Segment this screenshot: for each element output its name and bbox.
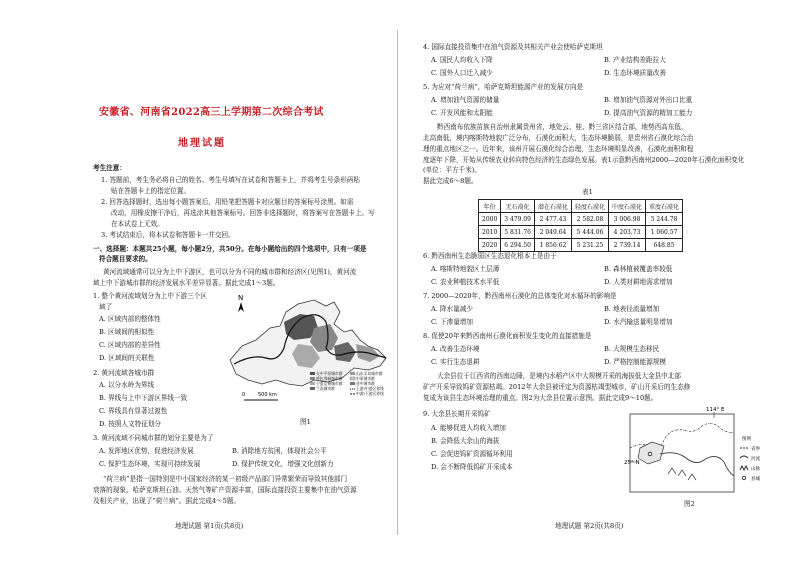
passage-2-line-3: 及相关产业，出现了“荷兰病”。据此完成4～5题。 — [93, 497, 241, 505]
table-header: 轻度石漠化 — [572, 200, 609, 213]
q2-option-c[interactable]: C. 界线具有显著过渡性 — [99, 407, 168, 415]
legend-river: 河流 — [751, 457, 760, 462]
notice-line-2: 贴在答题卡上的指定位置。 — [111, 187, 191, 195]
longitude-label: 114° E — [706, 407, 725, 413]
q4-option-a[interactable]: A. 国民人均收入下降 — [431, 56, 493, 64]
legend-item-8: 上游/中游区界线 — [356, 386, 384, 391]
notice-line-5: 在本试卷上无效。 — [111, 220, 164, 228]
legend-item-9: 中游/下游区界线 — [356, 391, 384, 396]
question-1: 1. 整个黄河流域划分为上中下游三个区 — [93, 292, 207, 300]
passage-2-line-2: 衰落的现象。哈萨克斯坦石油、天然气等矿产资源丰富，国际直接投资主要集中在油气资源 — [93, 486, 357, 494]
notice-line-6: 3. 考试结束后，将本试卷和答题卡一并交回。 — [101, 231, 235, 239]
scale-label: 500 km — [258, 392, 277, 398]
exam-subtitle: 地理试题 — [178, 138, 226, 149]
table-cell: 5 231.25 — [572, 239, 609, 252]
legend-item-5: 山东半岛城市群 — [356, 371, 383, 376]
q8-option-b[interactable]: B. 大规模生态移民 — [604, 345, 660, 353]
q7-option-d[interactable]: D. 水汽输送量明显增加 — [604, 318, 673, 326]
page-2-footer: 地理试题 第2页(共8页) — [555, 522, 624, 530]
question-1-cont: 域了 — [99, 303, 113, 311]
passage-3-line-1: 黔西南布依族苗族自治州隶属贵州省，地处云、桂、黔三省区结合部，地势西高东低， — [437, 123, 688, 131]
table-cell: 3 006.98 — [609, 213, 646, 226]
passage-3-line-2: 北高南低，境内喀斯特地貌广泛分布，石漠化面积大，生态环境脆弱，是贵州省石漠化综合治 — [423, 134, 694, 142]
question-4: 4. 国际直接投资集中在油气资源及其相关产业会使哈萨克斯坦 — [423, 43, 603, 51]
q1-option-a[interactable]: A. 区域内部的整体性 — [99, 315, 161, 323]
q8-option-a[interactable]: A. 改善生态环境 — [431, 345, 480, 353]
table-row — [479, 239, 683, 252]
q9-option-d[interactable]: D. 会不断降低钨矿开采成本 — [431, 463, 513, 471]
notice-heading: 考生注意： — [93, 164, 126, 172]
table-1 — [478, 199, 683, 252]
q1-option-c[interactable]: C. 区域内部的差异性 — [99, 341, 161, 349]
question-2: 2. 黄河流域各城市群 — [93, 369, 155, 377]
table-header-row — [479, 200, 683, 213]
q1-option-d[interactable]: D. 区域间的关联性 — [99, 354, 155, 362]
q8-option-c[interactable]: C. 实行生态退耕 — [431, 358, 480, 366]
table-row — [479, 226, 683, 239]
q5-option-c[interactable]: C. 开发风能和太阳能 — [431, 109, 493, 117]
legend-mountain: 山脉 — [751, 467, 760, 472]
table-cell: 5 244.78 — [646, 213, 683, 226]
question-5: 5. 为应对“荷兰病”，哈萨克斯坦能源产业的发展方向是 — [423, 83, 584, 91]
table-1-caption: 表1 — [582, 188, 593, 196]
q9-option-a[interactable]: A. 能够促进人均收入增加 — [431, 424, 506, 432]
q9-option-b[interactable]: B. 会降低大余山的海拔 — [431, 437, 500, 445]
county-seat — [648, 452, 652, 456]
table-cell: 2010 — [479, 226, 501, 239]
q6-option-a[interactable]: A. 喀斯特地貌区土层薄 — [431, 265, 500, 273]
question-3: 3. 黄河流域不同城市群的划分主要是为了 — [93, 434, 214, 442]
page-divider — [397, 30, 398, 535]
q7-option-b[interactable]: B. 地表径流量增加 — [604, 305, 660, 313]
page-1-footer: 地理试题 第1页(共8页) — [175, 522, 244, 530]
question-8: 8. 促使20年来黔西南州石漠化面积发生变化的直接措施是 — [423, 332, 592, 340]
exam-title: 安徽省、河南省2022高三上学期第二次综合考试 — [99, 107, 324, 118]
table-cell: 1 060.57 — [646, 226, 683, 239]
table-cell: 2000 — [479, 213, 501, 226]
table-header: 年份 — [479, 200, 501, 213]
question-9: 9. 大余县长期开采钨矿 — [423, 410, 491, 418]
table-cell: 648.85 — [646, 239, 683, 252]
q3-option-d[interactable]: D. 保护传统文化，增强文化创新力 — [232, 460, 334, 468]
q1-option-b[interactable]: B. 区域间的相似性 — [99, 328, 155, 336]
figure-2-caption: 图2 — [684, 500, 695, 508]
table-cell: 4 203.73 — [609, 226, 646, 239]
q6-option-b[interactable]: B. 森林植被覆盖率较低 — [604, 265, 673, 273]
passage-3-line-4: 度逐年下降，开始从传统农业转向特色经济的生态绿色发展。表1示意黔西南州2000—2020年石漠化面积变化(单位：平方千米)。 — [423, 156, 745, 174]
figure-2-map — [624, 404, 774, 494]
latitude-label: 25° N — [624, 460, 640, 466]
passage-4-line-2: 矿产开采导致钨矿资源枯竭。2012年大余县被评定为资源枯竭型城市，矿山开采后的生态修 — [423, 383, 691, 391]
passage-4-line-1: 大余县位于江西省的西南边陲，是境内水稻产区中大规模开采的海拔低大金县中北部 — [437, 372, 681, 380]
legend-county-seat: 县城 — [751, 477, 760, 482]
passage-1-line-1: 黄河流域通常可以分为上中下游区，也可以分为不同的城市群和经济区(见图1)，黄河流 — [103, 268, 357, 276]
q4-option-b[interactable]: B. 产业结构差距拉大 — [604, 56, 666, 64]
table-cell: 2 739.14 — [609, 239, 646, 252]
q2-option-d[interactable]: D. 按照人文特征划分 — [99, 420, 161, 428]
q5-option-a[interactable]: A. 增加油气资源的储量 — [431, 96, 500, 104]
table-header: 中度石漠化 — [609, 200, 646, 213]
legend-item-7: 晋中城市群 — [356, 381, 375, 386]
scale-start: 0 — [242, 392, 246, 398]
q5-option-d[interactable]: D. 提高油气资源的精加工能力 — [604, 109, 693, 117]
table-cell: 2020 — [479, 239, 501, 252]
legend-title: 图例 — [742, 437, 751, 442]
passage-1-line-2: 域上中下游城市群的经济发展水平差异显著。据此完成1～3题。 — [93, 279, 280, 287]
q2-option-b[interactable]: B. 界线与上中下游区界线一致 — [99, 394, 188, 402]
legend-province-border: 省界 — [751, 447, 760, 452]
table-cell: 6 294.50 — [501, 239, 535, 252]
table-cell: 2 049.64 — [535, 226, 572, 239]
q7-option-a[interactable]: A. 降水量减少 — [431, 305, 473, 313]
figure-1-map — [222, 288, 394, 412]
legend-item-2: 呼包鄂榆城市群 — [316, 376, 343, 381]
legend-item-6: 中原城市群 — [356, 376, 375, 381]
section-heading-line-1: 一、选择题：本题共25小题，每小题2分，共50分。在每小题给出的四个选项中，只有一项是 — [93, 245, 367, 253]
section-heading-line-2: 符合题目要求的。 — [99, 255, 152, 263]
q6-option-d[interactable]: D. 人类对耕地需求增加 — [604, 278, 673, 286]
q2-option-a[interactable]: A. 以分水岭为界线 — [99, 381, 155, 389]
q4-option-c[interactable]: C. 国外人口迁入减少 — [431, 69, 493, 77]
q3-option-c[interactable]: C. 保护生态环境，实现可持续发展 — [99, 460, 201, 468]
notice-line-3: 2. 回答选择题时，选出每小题答案后，用铅笔把答题卡对应题目的答案标号涂黑。如需 — [101, 198, 354, 206]
table-cell: 3 479.09 — [501, 213, 535, 226]
q5-option-b[interactable]: B. 增加油气资源对外出口比重 — [604, 96, 693, 104]
notice-line-1: 1. 答题前，考生务必将自己的姓名、考生号填写在试卷和答题卡上，并将考生号条形码粘 — [101, 176, 360, 184]
legend-item-4: 兰西城市群 — [316, 386, 335, 391]
legend-item-1: 关中平原城市群 — [316, 371, 343, 376]
table-header: 重度石漠化 — [646, 200, 683, 213]
north-arrow-label: N — [238, 294, 244, 302]
legend-item-3: 宁夏沿黄城市群 — [316, 381, 343, 386]
table-row — [479, 213, 683, 226]
q4-option-d[interactable]: D. 生态环境质量改善 — [604, 69, 666, 77]
map-2-legend — [740, 435, 760, 482]
passage-3-line-5: 据此完成6～8题。 — [423, 177, 478, 185]
question-7: 7. 2000—2020年，黔西南州石漠化的总体变化对水循环的影响是 — [423, 292, 617, 300]
table-cell: 1 856.62 — [535, 239, 572, 252]
q8-option-d[interactable]: D. 严格控制能源规模 — [604, 358, 666, 366]
q3-option-b[interactable]: B. 消除地方贫困，体现社会公平 — [232, 447, 327, 455]
notice-line-4: 改动，用橡皮擦干净后，再选涂其他答案标号。回答非选择题时，将答案写在答题卡上。写 — [111, 209, 375, 217]
question-6: 6. 黔西南州生态脆弱区生态退化根本上是由于 — [423, 252, 557, 260]
passage-4-line-3: 复成为该县生态环境治理的重点。图2为大余县位置示意图。据此完成9～10题。 — [423, 394, 658, 402]
q3-option-a[interactable]: A. 发挥地区优势，促进经济发展 — [99, 447, 194, 455]
passage-3-line-3: 理的重点地区之一。近年来，该州开展石漠化综合治理，生态环境明显改善，石漠化面积和程 — [423, 145, 694, 153]
q9-option-c[interactable]: C. 会促进钨矿资源循环利用 — [431, 450, 513, 458]
passage-2-line-1: “荷兰病”是指一国特别是中小国家经济的某一初级产品部门异常繁荣而导致其他部门 — [103, 475, 348, 483]
figure-1-caption: 图1 — [300, 418, 311, 426]
table-header: 潜在石漠化 — [535, 200, 572, 213]
table-cell: 2 582.08 — [572, 213, 609, 226]
table-cell: 5 444.06 — [572, 226, 609, 239]
q7-option-c[interactable]: C. 下渗量增加 — [431, 318, 473, 326]
q6-option-c[interactable]: C. 农业种植技术水平低 — [431, 278, 500, 286]
table-cell: 2 477.43 — [535, 213, 572, 226]
table-header: 无石漠化 — [501, 200, 535, 213]
table-cell: 5 831.76 — [501, 226, 535, 239]
